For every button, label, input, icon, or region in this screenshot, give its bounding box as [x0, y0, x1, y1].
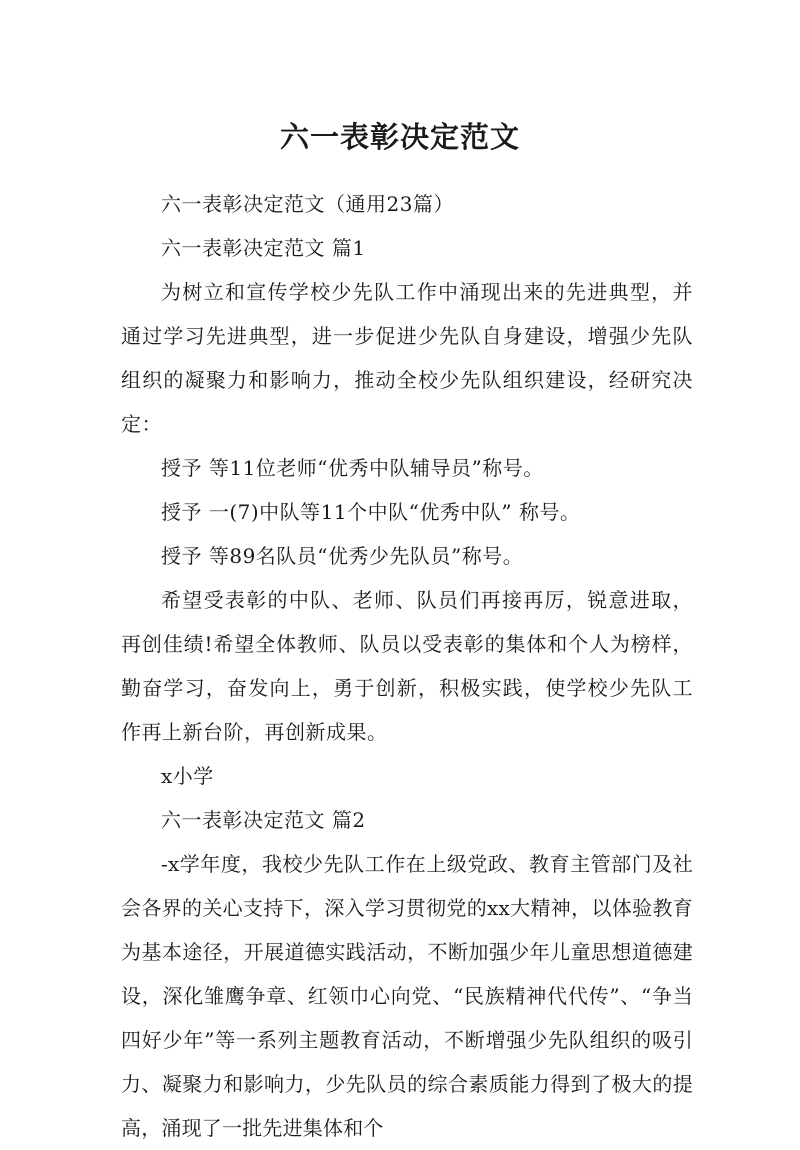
- paragraph-article-2-heading: 六一表彰决定范文 篇2: [161, 808, 366, 832]
- document-body: [121, 182, 693, 1150]
- paragraph-hope: 希望受表彰的中队、老师、队员们再接再厉，锐意进取，再创佳绩!希望全体教师、队员以受表彰的集体和个人为榜样，勤奋学习，奋发向上，勇于创新，积极实践，使学校少先队工作再上新台阶，再创新成果。: [121, 588, 693, 744]
- paragraph-award-members: 授予 等89名队员“优秀少先队员”称号。: [161, 544, 524, 568]
- paragraph-collection-heading: 六一表彰决定范文（通用23篇）: [161, 192, 454, 216]
- paragraph-signature: x小学: [161, 764, 214, 788]
- paragraph-award-teachers: 授予 等11位老师“优秀中队辅导员”称号。: [161, 456, 544, 480]
- paragraph-article-1-heading: 六一表彰决定范文 篇1: [161, 236, 366, 260]
- paragraph-article-2-body: -x学年度，我校少先队工作在上级党政、教育主管部门及社会各界的关心支持下，深入学习贯彻党的xx大精神，以体验教育为基本途径，开展道德实践活动，不断加强少年儿童思想道德建设，深化雏鹰争章、红领巾心向党、“民族精神代代传”、“争当四好少年”等一系列主题教育活动，不断增强少先队组织的吸引力、凝聚力和影响力，少先队员的综合素质能力得到了极大的提高，涌现了一批先进集体和个: [121, 852, 693, 1140]
- document-title: 六一表彰决定范文: [279, 120, 520, 155]
- paragraph-intro: 为树立和宣传学校少先队工作中涌现出来的先进典型，并通过学习先进典型，进一步促进少先队自身建设，增强少先队组织的凝聚力和影响力，推动全校少先队组织建设，经研究决定：: [121, 280, 693, 436]
- paragraph-award-squads: 授予 一(7)中队等11个中队“优秀中队” 称号。: [161, 500, 581, 524]
